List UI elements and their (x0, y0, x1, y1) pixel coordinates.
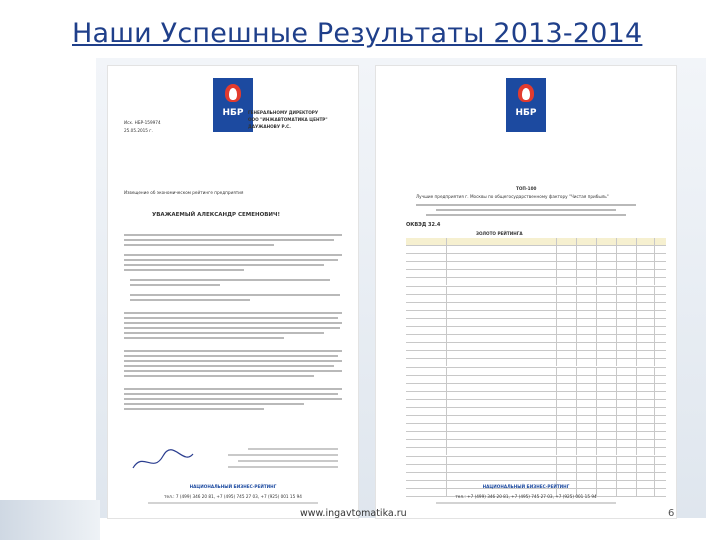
rating-footer-phone: тел.: +7 (499) 346 20 81, +7 (495) 745 27 03, +7 (925) 001 15 94 (455, 494, 597, 499)
table-row (406, 424, 666, 432)
table-row (406, 376, 666, 384)
table-row (406, 432, 666, 440)
table-row (406, 408, 666, 416)
table-row (406, 238, 666, 246)
website-url[interactable]: www.ingavtomatika.ru (300, 508, 407, 519)
table-row (406, 457, 666, 465)
table-row (406, 359, 666, 367)
rating-okved: ОКВЭД 32.4 (406, 222, 441, 228)
table-row (406, 448, 666, 456)
nbr-logo-icon: НБР (213, 78, 253, 132)
table-row (406, 335, 666, 343)
letter-addressee-3: ДАУЖАНОВУ Р.С. (248, 124, 291, 129)
table-row (406, 319, 666, 327)
page-number: 6 (668, 508, 675, 519)
signature-icon (128, 446, 198, 476)
table-row (406, 262, 666, 270)
table-row (406, 287, 666, 295)
table-row (406, 351, 666, 359)
letter-subject: Извещение об экономическом рейтинге предприятия (124, 190, 244, 195)
letter-addressee-1: ГЕНЕРАЛЬНОМУ ДИРЕКТОРУ (248, 110, 319, 115)
table-row (406, 327, 666, 335)
table-row (406, 278, 666, 286)
nbr-logo-icon-2: НБР (506, 78, 546, 132)
table-row (406, 254, 666, 262)
letter-date: 25.05.2015 г. (124, 128, 153, 133)
table-row (406, 473, 666, 481)
letter-ref-no: Исх. НБР-159974 (124, 120, 161, 125)
table-row (406, 295, 666, 303)
table-row (406, 303, 666, 311)
letter-footer-org: НАЦИОНАЛЬНЫЙ БИЗНЕС-РЕЙТИНГ (189, 484, 277, 489)
rating-subheading: Лучшие предприятия г. Москвы по общегосударственному фактору "Чистая прибыль" (416, 194, 609, 199)
rating-document (376, 66, 676, 518)
slide-title: Наши Успешные Результаты 2013-2014 (72, 18, 643, 49)
table-row (406, 311, 666, 319)
rating-table (406, 238, 666, 497)
table-row (406, 343, 666, 351)
table-row (406, 246, 666, 254)
table-row (406, 384, 666, 392)
rating-section: ЗОЛОТО РЕЙТИНГА (476, 231, 523, 236)
letter-addressee-2: ООО "ИНЖАВТОМАТИКА ЦЕНТР" (248, 117, 328, 122)
table-row (406, 416, 666, 424)
letter-footer-phone: тел.: 7 (499) 346 20 81, +7 (495) 745 27 03, +7 (925) 001 15 94 (164, 494, 302, 499)
background-decoration (0, 500, 100, 540)
table-row (406, 440, 666, 448)
rating-footer-org: НАЦИОНАЛЬНЫЙ БИЗНЕС-РЕЙТИНГ (482, 484, 570, 489)
letter-document (108, 66, 358, 518)
table-row (406, 270, 666, 278)
table-row (406, 392, 666, 400)
rating-heading: ТОП-100 (516, 186, 537, 191)
table-row (406, 465, 666, 473)
table-row (406, 400, 666, 408)
letter-salutation: УВАЖАЕМЫЙ АЛЕКСАНДР СЕМЕНОВИЧ! (152, 212, 280, 218)
table-row (406, 368, 666, 376)
